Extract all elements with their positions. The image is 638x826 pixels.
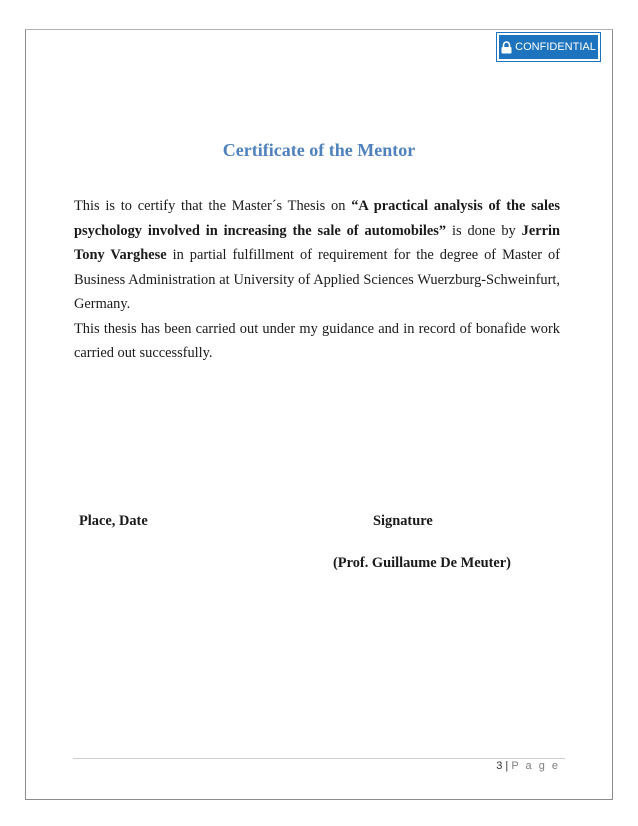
page-number: 3 (496, 760, 503, 772)
footer-separator: | (502, 760, 512, 772)
page-title: Certificate of the Mentor (222, 140, 416, 160)
signature-label: Signature (373, 513, 433, 529)
author-name: Jerrin Tony Varghese (74, 222, 560, 263)
confidential-label: CONFIDENTIAL (515, 41, 596, 53)
certificate-paragraph-1 (74, 194, 560, 317)
lock-icon (501, 41, 512, 54)
mid-text: is done by (446, 222, 522, 239)
rest-text: in partial fulfillment of requirement for the degree of Master of Business Administration at University of Applied Sciences Wuerzburg-Schweinfurt, Germany. (74, 247, 560, 312)
page-word: P a g e (511, 760, 560, 772)
intro-text: This is to certify that the Master´s Thesis on (74, 198, 352, 214)
signer-name: (Prof. Guillaume De Meuter) (333, 555, 511, 571)
certificate-paragraph-2: This thesis has been carried out under my guidance and in record of bonafide work carried out successfully. (74, 320, 560, 361)
top-rule (25, 29, 613, 30)
footer-rule (73, 758, 565, 759)
page-footer (496, 760, 560, 772)
confidential-badge (497, 33, 600, 61)
thesis-title: “A practical analysis of the sales psychology involved in increasing the sale of automobiles” (74, 198, 560, 239)
certificate-body (74, 194, 560, 366)
place-date-label: Place, Date (79, 513, 148, 529)
